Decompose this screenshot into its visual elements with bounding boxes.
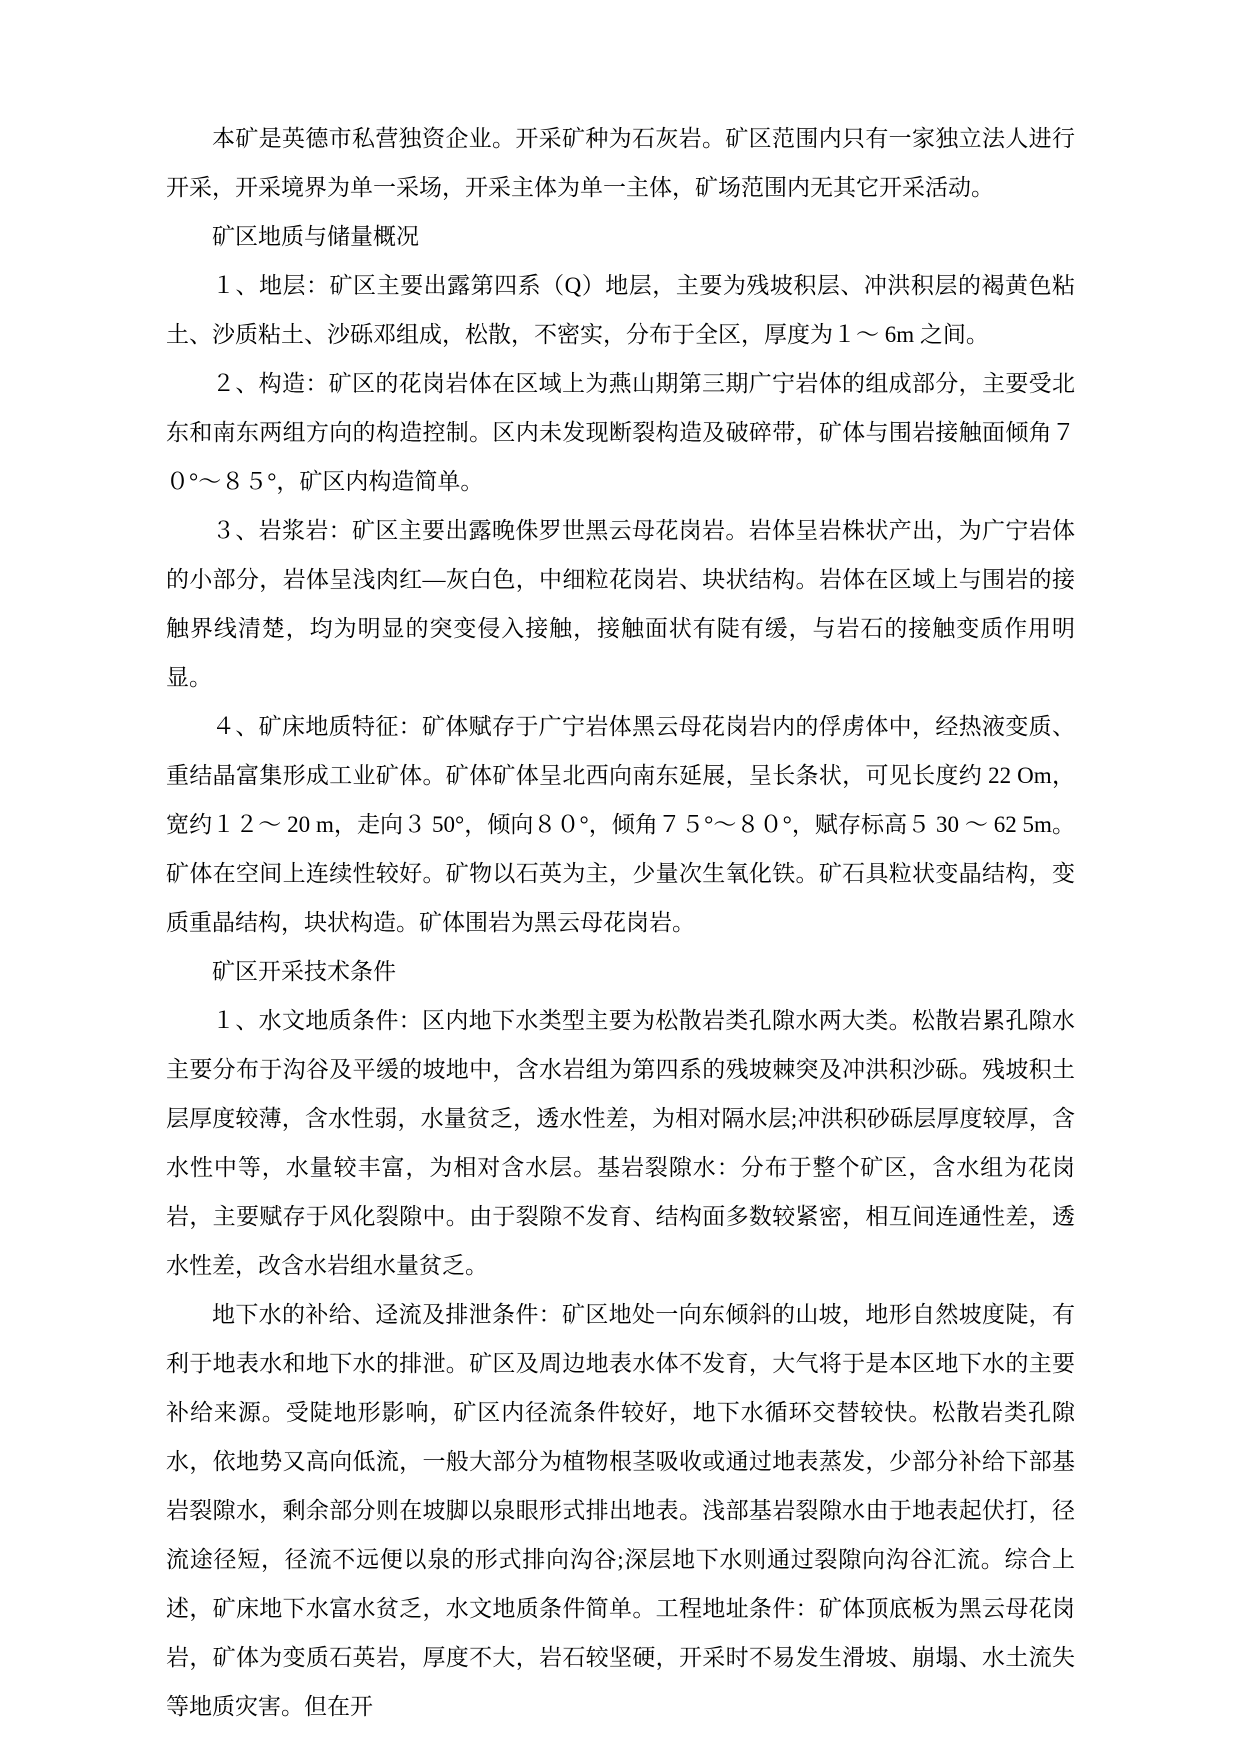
paragraph-groundwater-drainage: 地下水的补给、迳流及排泄条件：矿区地处一向东倾斜的山坡，地形自然坡度陡，有利于地表水和地下水的排泄。矿区及周边地表水体不发育，大气将于是本区地下水的主要补给来源。受陡地形影响，矿区内径流条件较好，地下水循环交替较快。松散岩类孔隙水，依地势又高向低流，一般大部分为植物根茎吸收或通过地表蒸发，少部分补给下部基岩裂隙水，剩余部分则在坡脚以泉眼形式排出地表。浅部基岩裂隙水由于地表起伏打，径流途径短，径流不远便以泉的形式排向沟谷;深层地下水则通过裂隙向沟谷汇流。综合上述，矿床地下水富水贫乏，水文地质条件简单。工程地址条件：矿体顶底板为黑云母花岗岩，矿体为变质石英岩，厚度不大，岩石较坚硬，开采时不易发生滑坡、崩塌、水土流失等地质灾害。但在开 [166,1302,1075,1719]
paragraph-structure: ２、构造：矿区的花岗岩体在区域上为燕山期第三期广宁岩体的组成部分，主要受北东和南东两组方向的构造控制。区内未发现断裂构造及破碎带，矿体与围岩接触面倾角７０°～８５°，矿区内构造简单。 [166,371,1075,494]
paragraph-hydrogeology: １、水文地质条件：区内地下水类型主要为松散岩类孔隙水两大类。松散岩累孔隙水主要分布于沟谷及平缓的坡地中，含水岩组为第四系的残坡棘突及冲洪积沙砾。残坡积土层厚度较薄，含水性弱，水量贫乏，透水性差，为相对隔水层;冲洪积砂砾层厚度较厚，含水性中等，水量较丰富，为相对含水层。基岩裂隙水：分布于整个矿区，含水组为花岗岩，主要赋存于风化裂隙中。由于裂隙不发育、结构面多数较紧密，相互间连通性差，透水性差，改含水岩组水量贫乏。 [166,1008,1075,1278]
document-body [166,114,1075,1731]
section-heading-geology-reserves: 矿区地质与储量概况 [212,224,419,249]
paragraph-enterprise-intro: 本矿是英德市私营独资企业。开采矿种为石灰岩。矿区范围内只有一家独立法人进行开采，开采境界为单一采场，开采主体为单一主体，矿场范围内无其它开采活动。 [166,126,1075,200]
paragraph-strata: １、地层：矿区主要出露第四系（Q）地层，主要为残坡积层、冲洪积层的褐黄色粘土、沙质粘土、沙砾邓组成，松散，不密实，分布于全区，厚度为１～ 6m 之间。 [166,273,1075,347]
paragraph-deposit-features: ４、矿床地质特征：矿体赋存于广宁岩体黑云母花岗岩内的俘虏体中，经热液变质、重结晶富集形成工业矿体。矿体矿体呈北西向南东延展，呈长条状，可见长度约 22 Om，宽约１２～ 20 m，走向３ 50°，倾向８０°，倾角７５°～８０°，赋存标高５ 30 ～ 62 5m。矿体在空间上连续性较好。矿物以石英为主，少量次生氧化铁。矿石具粒状变晶结构，变质重晶结构，块状构造。矿体围岩为黑云母花岗岩。 [166,714,1075,935]
section-heading-mining-conditions: 矿区开采技术条件 [212,959,396,984]
paragraph-magmatic-rock: ３、岩浆岩：矿区主要出露晚侏罗世黑云母花岗岩。岩体呈岩株状产出，为广宁岩体的小部分，岩体呈浅肉红—灰白色，中细粒花岗岩、块状结构。岩体在区域上与围岩的接触界线清楚，均为明显的突变侵入接触，接触面状有陡有缓，与岩石的接触变质作用明显。 [166,518,1075,690]
